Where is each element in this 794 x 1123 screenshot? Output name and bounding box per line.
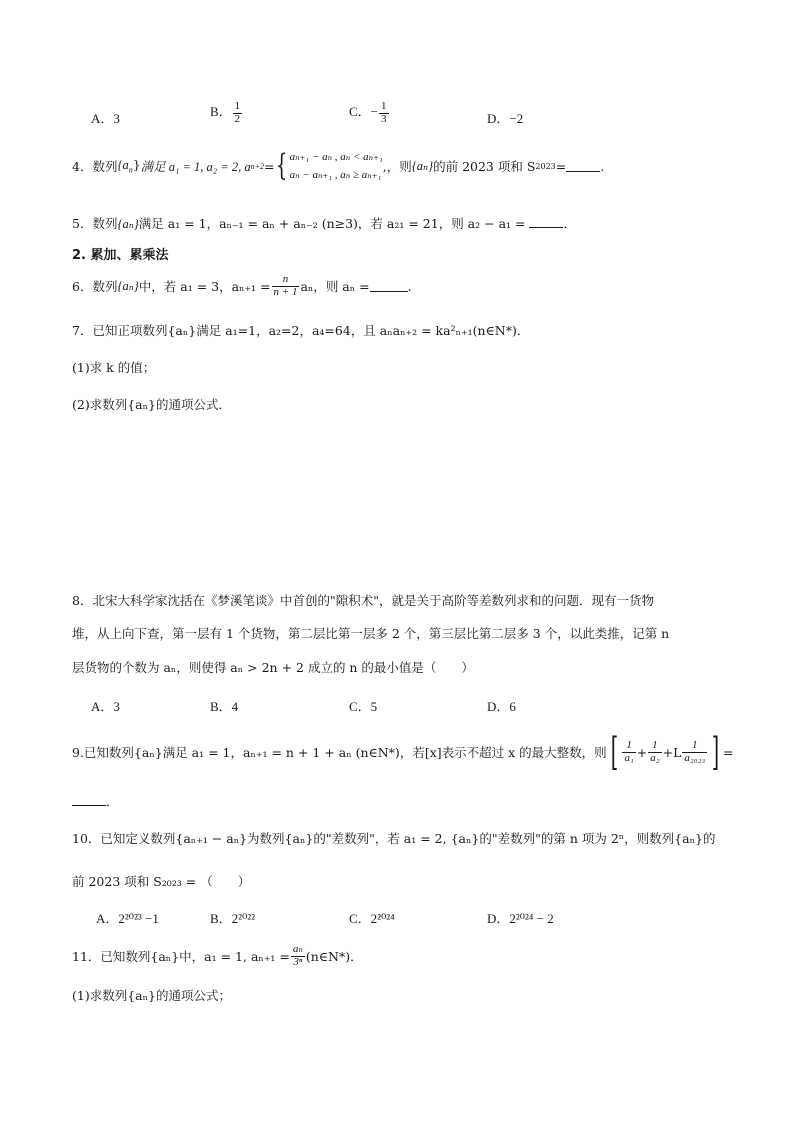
q3-option-c-label: C．−: [349, 104, 379, 120]
q4-condition: 满足 a₁ = 1, a₂ = 2, a: [140, 160, 251, 174]
q4-cases: [290, 148, 383, 184]
q9-answer-line: [72, 792, 119, 810]
q9-f2-numerator: 1: [648, 740, 661, 753]
q4-tail-sub: 2023: [535, 161, 556, 171]
q4-case-1: aₙ₊₁ − aₙ , aₙ < aₙ₊₁: [289, 151, 383, 163]
q6-period: .: [407, 278, 412, 294]
q3-option-c: [349, 101, 390, 125]
question-7: 7．已知正项数列{aₙ}满足 a₁=1，a₂=2，a₄=64，且 aₙaₙ₊₂ = ka²ₙ₊₁(n∈N*)．: [72, 323, 530, 338]
q9-fraction-1: [622, 740, 635, 764]
q4-prefix: 4．数列: [72, 159, 118, 174]
question-8-line-1: 8．北宋大科学家沈括在《梦溪笔谈》中首创的"隙积术"，就是关于高阶等差数列求和的问题．现有一货物: [72, 593, 654, 608]
q10-option-d: D．2²⁰²⁴ − 2: [487, 911, 554, 926]
q4-answer-blank[interactable]: [566, 161, 600, 172]
q4-cond-sub: n+2: [250, 161, 264, 171]
q9-f3-denominator: a₂₀₂₃: [684, 751, 706, 764]
q3-option-a: A．3: [91, 111, 120, 126]
q9-end: ．: [106, 794, 119, 809]
q11-fraction: [291, 944, 305, 968]
question-5: [72, 214, 576, 232]
q4-eq: =: [264, 158, 275, 174]
q4-mid: ,，则: [382, 159, 412, 174]
q6-text-1: 6．数列: [72, 279, 118, 294]
question-10-line-2: 前 2023 项和 S₂₀₂₃ = （ ）: [72, 874, 251, 889]
q7-subquestion-1: (1)求 k 的值；: [72, 360, 156, 375]
question-11: [72, 936, 363, 976]
q6-text-2: 中，若 a₁ = 3，aₙ₊₁ =: [138, 279, 271, 294]
q10-option-a: A．2²⁰²³ −1: [96, 911, 159, 926]
section-heading-2: 2. 累加、累乘法: [72, 248, 169, 263]
q3-option-c-fraction: [379, 101, 389, 125]
question-4: [72, 146, 604, 186]
q5-seq: {aₙ}: [117, 217, 139, 231]
q4-tail-eq: =: [555, 158, 567, 174]
q11-numerator: aₙ: [292, 942, 303, 955]
q9-text-1: 9.已知数列{aₙ}满足 a₁ = 1，aₙ₊₁ = n + 1 + aₙ (n∈N*)，若[x]表示不超过 x 的最大整数，则: [72, 745, 607, 760]
question-10-line-1: 10．已知定义数列{aₙ₊₁ − aₙ}为数列{aₙ}的"差数列"，若 a₁ = 2, {aₙ}的"差数列"的第 n 项为 2ⁿ，则数列{aₙ}的: [72, 831, 716, 846]
q4-case-2: aₙ − aₙ₊₁ , aₙ ≥ aₙ₊₁: [289, 169, 382, 181]
q10-option-b: B．2²⁰²²: [210, 911, 256, 926]
q3-b-denominator: 2: [234, 112, 241, 125]
q9-fraction-3: [682, 740, 707, 764]
q6-answer-blank[interactable]: [370, 281, 408, 292]
q9-eq: =: [723, 744, 734, 760]
q3-option-b: [210, 101, 243, 125]
q9-f1-numerator: 1: [622, 740, 635, 753]
q10-option-c: C．2²⁰²⁴: [349, 911, 395, 926]
q4-case-brace: {: [276, 148, 288, 183]
q4-seq: $\{a_n\}$: [117, 157, 141, 175]
q8-option-b: B．4: [210, 699, 239, 714]
q9-f2-denominator: a₂: [650, 751, 660, 764]
q6-numerator: n: [272, 274, 300, 287]
q4-tail: 的前 2023 项和 S: [433, 159, 536, 174]
q7-subquestion-2: (2)求数列{aₙ}的通项公式．: [72, 397, 231, 412]
q3-option-b-label: B．: [210, 104, 232, 120]
question-9: [72, 730, 733, 774]
q9-right-bracket: ]: [711, 730, 720, 774]
q9-f1-denominator: a₁: [624, 751, 634, 764]
q9-fraction-2: [648, 740, 661, 764]
q9-plus-1: +: [636, 744, 648, 760]
q8-option-d: D．6: [487, 699, 516, 714]
q9-left-bracket: [: [610, 730, 618, 774]
q5-period: ．: [563, 216, 576, 231]
q6-text-3: aₙ，则 aₙ =: [300, 279, 370, 294]
q4-then-seq: {aₙ}: [411, 159, 434, 173]
q9-f3-numerator: 1: [682, 740, 707, 753]
q6-denominator: n + 1: [273, 285, 298, 298]
q9-answer-blank[interactable]: [72, 795, 106, 806]
question-8-line-2: 堆，从上向下查，第一层有 1 个货物，第二层比第一层多 2 个，第三层比第二层多 3 个，以此类推，记第 n: [72, 626, 670, 641]
question-8-line-3: 层货物的个数为 aₙ，则使得 aₙ > 2n + 2 成立的 n 的最小值是（ ）: [72, 660, 474, 675]
q4-period: .: [600, 158, 605, 174]
q8-option-c: C．5: [349, 699, 378, 714]
q3-option-b-fraction: [233, 101, 243, 125]
q5-text-1: 5．数列: [72, 216, 118, 231]
q3-c-denominator: 3: [381, 112, 387, 125]
q5-answer-blank[interactable]: [529, 217, 563, 228]
q11-text-1: 11．已知数列{aₙ}中，a₁ = 1, aₙ₊₁ =: [72, 949, 290, 964]
q5-text-2: 满足 a₁ = 1，aₙ₋₁ = aₙ + aₙ₋₂ (n≥3)，若 a₂₁ = 21，则 a₂ − a₁ =: [138, 216, 530, 231]
q3-option-d: D．−2: [487, 111, 524, 126]
q9-plus-2: +L: [662, 744, 682, 760]
q6-seq: {aₙ}: [117, 279, 139, 293]
q3-b-numerator: 1: [234, 100, 241, 112]
q3-c-numerator: 1: [381, 100, 387, 112]
q6-fraction: [272, 274, 300, 298]
q11-denominator: 3ⁿ: [293, 955, 303, 968]
question-6: [72, 268, 412, 304]
q11-text-2: (n∈N*)．: [305, 949, 363, 964]
q11-subquestion-1: (1)求数列{aₙ}的通项公式；: [72, 988, 231, 1003]
q8-option-a: A．3: [91, 699, 120, 714]
